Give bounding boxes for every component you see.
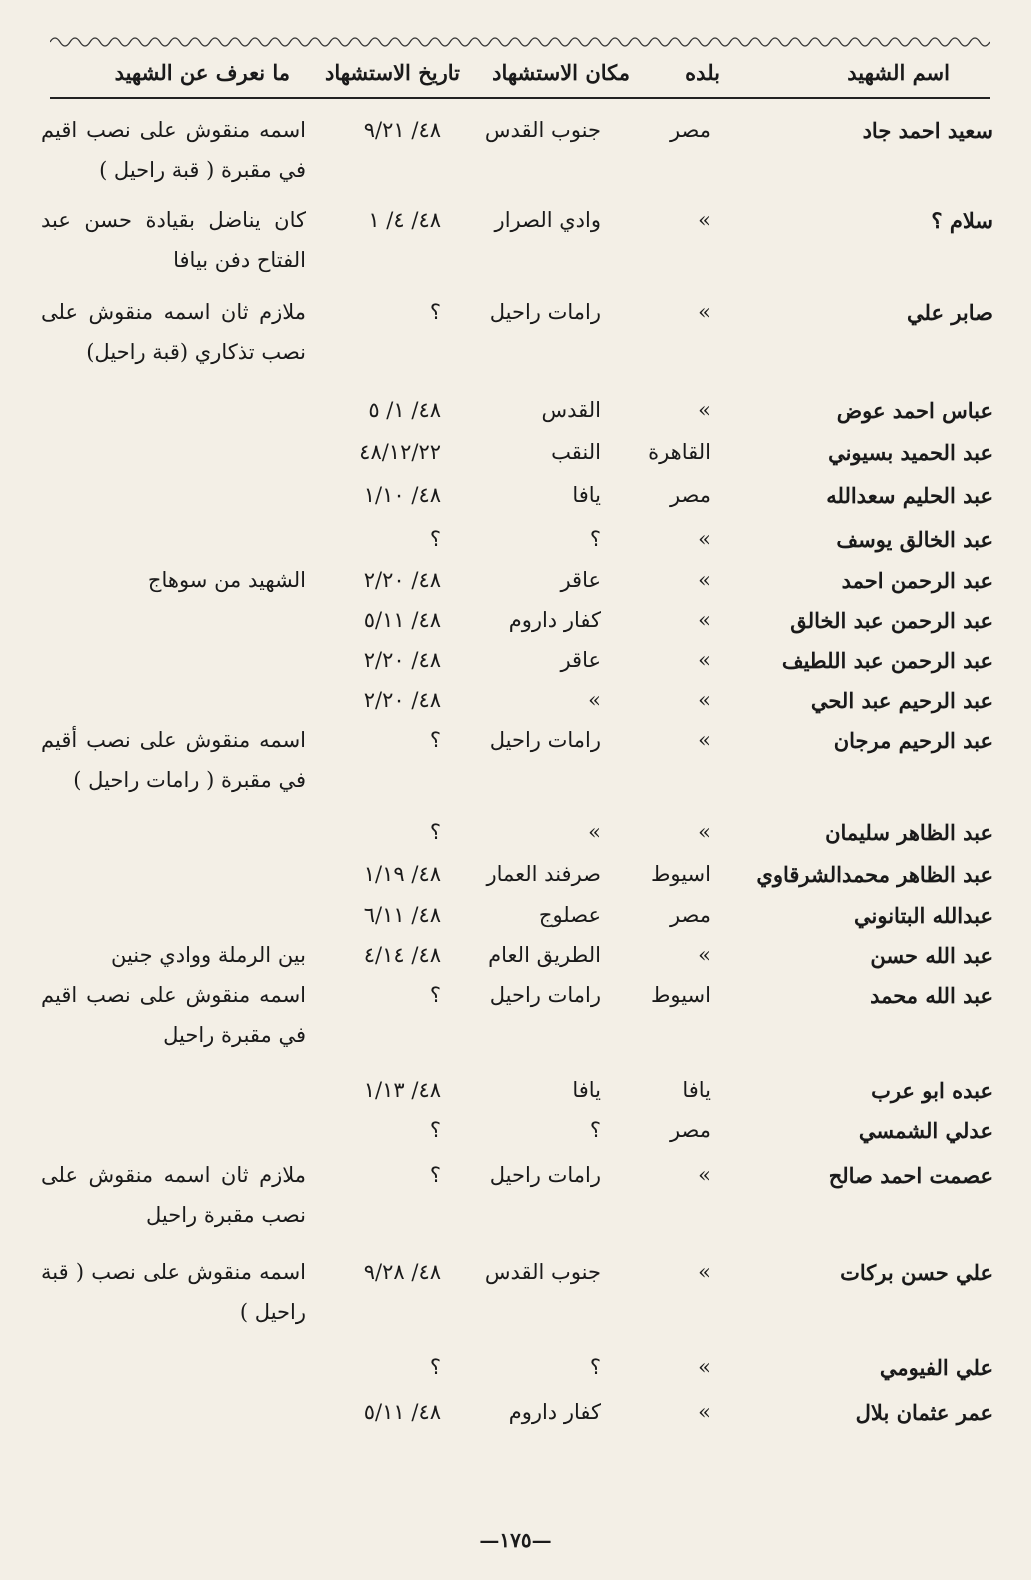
martyr-date: ؟ xyxy=(429,1118,441,1142)
martyr-place: الطريق العام xyxy=(488,943,601,967)
martyr-country: » xyxy=(698,568,711,592)
martyr-note: اسمه منقوش على نصب ( قبة راحيل ) xyxy=(41,1260,306,1324)
martyr-date: ٤٨/ ٢/٢٠ xyxy=(363,648,441,672)
martyr-place: عاقر xyxy=(560,648,601,672)
header-name: اسم الشهيد xyxy=(847,60,950,85)
martyr-country: مصر xyxy=(669,903,711,927)
martyr-country: » xyxy=(698,300,711,324)
martyr-place: رامات راحيل xyxy=(489,300,601,324)
martyr-name: عباس احمد عوض xyxy=(836,398,993,423)
martyr-place: ؟ xyxy=(589,527,601,551)
martyr-note: ملازم ثان اسمه منقوش على نصب تذكاري (قبة راحيل) xyxy=(41,300,306,364)
martyr-date: ؟ xyxy=(429,527,441,551)
martyr-date: ؟ xyxy=(429,983,441,1007)
martyr-date: ؟ xyxy=(429,728,441,752)
martyr-name: سلام ؟ xyxy=(931,208,993,233)
martyr-date: ٤٨/ ٢/٢٠ xyxy=(363,568,441,592)
martyr-name: عبد الخالق يوسف xyxy=(836,527,993,552)
martyr-date: ٤٨/ ٢/٢٠ xyxy=(363,688,441,712)
martyr-place: ؟ xyxy=(589,1355,601,1379)
martyr-name: عمر عثمان بلال xyxy=(855,1400,993,1425)
martyr-place: جنوب القدس xyxy=(484,1260,601,1284)
martyr-name: عبد الرحيم مرجان xyxy=(833,728,993,753)
martyr-country: مصر xyxy=(669,118,711,142)
martyr-country: » xyxy=(698,688,711,712)
martyr-name: عصمت احمد صالح xyxy=(828,1163,993,1188)
martyr-note: ملازم ثان اسمه منقوش على نصب مقبرة راحيل xyxy=(41,1163,306,1227)
martyr-name: عبد الله حسن xyxy=(870,943,993,968)
martyr-name: عبد الله محمد xyxy=(870,983,993,1008)
martyr-place: كفار داروم xyxy=(508,608,601,632)
martyr-place: ؟ xyxy=(589,1118,601,1142)
martyr-place: وادي الصرار xyxy=(494,208,601,232)
martyr-name: عبد الحميد بسيوني xyxy=(828,440,993,465)
martyr-date: ؟ xyxy=(429,300,441,324)
martyr-name: عبد الرحمن عبد الخالق xyxy=(790,608,993,633)
martyr-place: يافا xyxy=(572,1078,601,1102)
martyr-place: » xyxy=(588,820,601,844)
header-place: مكان الاستشهاد xyxy=(492,60,630,85)
martyr-date: ٤٨/ ٤/ ١ xyxy=(368,208,441,232)
martyr-date: ٤٨/ ١/١٣ xyxy=(363,1078,441,1102)
header-date: تاريخ الاستشهاد xyxy=(324,60,460,85)
martyr-name: عبد الرحيم عبد الحي xyxy=(810,688,993,713)
martyr-place: رامات راحيل xyxy=(489,1163,601,1187)
header-note: ما نعرف عن الشهيد xyxy=(114,60,290,85)
martyr-country: القاهرة xyxy=(648,440,711,464)
martyr-date: ٤٨/ ٩/٢٨ xyxy=(363,1260,441,1284)
martyr-name: علي حسن بركات xyxy=(840,1260,993,1285)
martyr-country: » xyxy=(698,1163,711,1187)
martyr-country: اسيوط xyxy=(650,862,711,886)
martyr-place: » xyxy=(588,688,601,712)
martyr-name: سعيد احمد جاد xyxy=(862,118,993,143)
martyr-name: عبد الرحمن عبد اللطيف xyxy=(781,648,993,673)
martyr-place: رامات راحيل xyxy=(489,728,601,752)
martyr-name: عبدالله البتانوني xyxy=(854,903,993,928)
martyr-country: » xyxy=(698,208,711,232)
header-country: بلده xyxy=(685,60,720,85)
martyr-name: عبد الحليم سعدالله xyxy=(826,483,993,508)
martyr-name: صابر علي xyxy=(907,300,993,325)
martyr-place: عاقر xyxy=(560,568,601,592)
martyr-place: يافا xyxy=(572,483,601,507)
martyr-country: » xyxy=(698,1400,711,1424)
martyr-date: ٤٨/ ١/١٠ xyxy=(363,483,441,507)
martyr-country: » xyxy=(698,648,711,672)
martyr-date: ٤٨/ ٥/١١ xyxy=(363,608,441,632)
martyr-place: عصلوج xyxy=(538,903,601,927)
martyr-date: ٤٨/ ٩/٢١ xyxy=(363,118,441,142)
martyr-place: رامات راحيل xyxy=(489,983,601,1007)
martyr-date: ٤٨/١٢/٢٢ xyxy=(359,440,441,464)
martyr-note: بين الرملة ووادي جنين xyxy=(110,943,306,967)
martyr-country: مصر xyxy=(669,483,711,507)
martyr-name: عبده ابو عرب xyxy=(871,1078,993,1103)
martyr-date: ؟ xyxy=(429,820,441,844)
martyr-date: ؟ xyxy=(429,1355,441,1379)
martyr-note: اسمه منقوش على نصب اقيم في مقبرة راحيل xyxy=(41,983,306,1047)
martyr-place: كفار داروم xyxy=(508,1400,601,1424)
martyr-date: ٤٨/ ١/ ٥ xyxy=(368,398,441,422)
martyr-country: » xyxy=(698,820,711,844)
martyr-note: الشهيد من سوهاج xyxy=(147,568,306,592)
martyr-country: اسيوط xyxy=(650,983,711,1007)
martyr-date: ٤٨/ ١/١٩ xyxy=(363,862,441,886)
martyr-note: اسمه منقوش على نصب أقيم في مقبرة ( رامات راحيل ) xyxy=(41,728,306,792)
martyr-date: ٤٨/ ٤/١٤ xyxy=(363,943,441,967)
martyr-date: ٤٨/ ٥/١١ xyxy=(363,1400,441,1424)
martyr-country: » xyxy=(698,398,711,422)
martyr-country: » xyxy=(698,1260,711,1284)
martyr-country: » xyxy=(698,1355,711,1379)
martyr-date: ؟ xyxy=(429,1163,441,1187)
martyr-place: النقب xyxy=(551,440,601,464)
martyr-country: » xyxy=(698,527,711,551)
martyr-date: ٤٨/ ٦/١١ xyxy=(363,903,441,927)
martyr-name: عبد الظاهر سليمان xyxy=(825,820,993,845)
martyr-name: عبد الرحمن احمد xyxy=(841,568,993,593)
martyr-place: جنوب القدس xyxy=(484,118,601,142)
martyr-place: القدس xyxy=(541,398,601,422)
martyr-name: علي الفيومي xyxy=(879,1355,993,1380)
martyr-country: » xyxy=(698,728,711,752)
martyr-name: عدلي الشمسي xyxy=(858,1118,993,1143)
martyr-place: صرفند العمار xyxy=(486,862,601,886)
martyr-note: اسمه منقوش على نصب اقيم في مقبرة ( قبة راحيل ) xyxy=(41,118,306,182)
martyr-country: يافا xyxy=(682,1078,711,1102)
martyr-country: مصر xyxy=(669,1118,711,1142)
martyr-note: كان يناضل بقيادة حسن عبد الفتاح دفن بيافا xyxy=(41,208,306,272)
martyr-country: » xyxy=(698,943,711,967)
martyr-name: عبد الظاهر محمدالشرقاوي xyxy=(756,862,993,887)
martyr-country: » xyxy=(698,608,711,632)
page-number: —١٧٥— xyxy=(479,1528,552,1552)
